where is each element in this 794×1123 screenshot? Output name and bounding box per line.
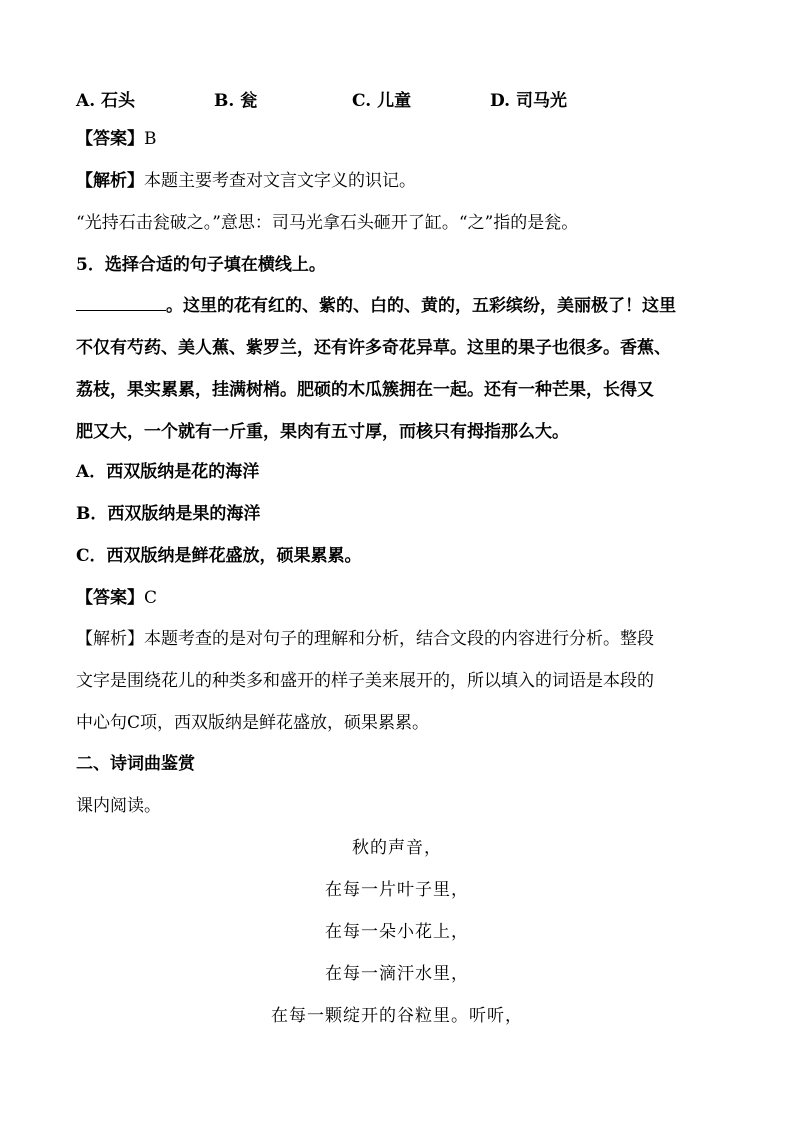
analysis-line-3: 中心句C项，西双版纳是鲜花盛放，硕果累累。: [76, 713, 430, 733]
q5-answer: [76, 586, 157, 610]
analysis-label: 【解析】: [76, 171, 144, 191]
q5-option-a: A．西双版纳是花的海洋: [76, 462, 260, 482]
poem-line-4: 在每一滴汗水里，: [325, 964, 469, 984]
answer-value: C: [144, 588, 158, 608]
fill-in-blank[interactable]: [76, 294, 166, 311]
poem-line-3: 在每一朵小花上，: [325, 922, 469, 942]
passage-line-2: 不仅有芍药、美人蕉、紫罗兰，还有许多奇花异草。这里的果子也很多。香蕉、: [76, 338, 671, 358]
option-letter: A.: [76, 91, 96, 111]
poem-line-5: 在每一颗绽开的谷粒里。听听，: [271, 1006, 523, 1026]
q4-answer: [76, 127, 157, 151]
passage-text: 。这里的花有红的、紫的、白的、黄的，五彩缤纷，美丽极了！这里: [166, 296, 676, 316]
q5-option-b: B．西双版纳是果的海洋: [76, 504, 261, 524]
q4-option-c: [352, 86, 411, 111]
q5-title: 5．选择合适的句子填在横线上。: [76, 255, 326, 275]
section-intro: 课内阅读。: [76, 796, 161, 816]
q4-option-d: [490, 86, 567, 111]
poem-line-2: 在每一片叶子里，: [325, 880, 469, 900]
q5-option-c: C．西双版纳是鲜花盛放，硕果累累。: [76, 546, 362, 566]
q5-passage: [76, 285, 721, 453]
q4-analysis-detail: “光持石击瓮破之。”意思：司马光拿石头砸开了缸。“之”指的是瓮。: [76, 213, 579, 233]
poem-line-1: 秋的声音，: [352, 838, 442, 858]
option-text: 司马光: [515, 91, 567, 111]
analysis-text: 本题主要考查对文言文字义的识记。: [144, 171, 416, 191]
option-text: 儿童: [377, 91, 412, 111]
analysis-line-1: 【解析】本题考查的是对句子的理解和分析，结合文段的内容进行分析。整段: [76, 629, 654, 649]
analysis-line-2: 文字是围绕花儿的种类多和盛开的样子美来展开的，所以填入的词语是本段的: [76, 671, 654, 691]
q4-option-b: [214, 86, 257, 111]
q4-analysis: [76, 169, 416, 193]
q4-option-a: [76, 86, 135, 111]
answer-label: 【答案】: [76, 129, 144, 149]
section-title: 二、诗词曲鉴赏: [76, 754, 195, 774]
q5-analysis: [76, 618, 721, 744]
passage-line-3: 荔枝，果实累累，挂满树梢。肥硕的木瓜簇拥在一起。还有一种芒果，长得又: [76, 380, 654, 400]
option-letter: D.: [490, 91, 511, 111]
answer-label: 【答案】: [76, 588, 144, 608]
option-letter: C.: [352, 91, 372, 111]
option-text: 石头: [101, 91, 136, 111]
passage-line-1: [76, 285, 721, 327]
option-letter: B.: [214, 91, 235, 111]
option-text: 瓮: [240, 91, 258, 111]
passage-line-4: 肥又大，一个就有一斤重，果肉有五寸厚，而核只有拇指那么大。: [76, 422, 569, 442]
answer-value: B: [144, 129, 157, 149]
